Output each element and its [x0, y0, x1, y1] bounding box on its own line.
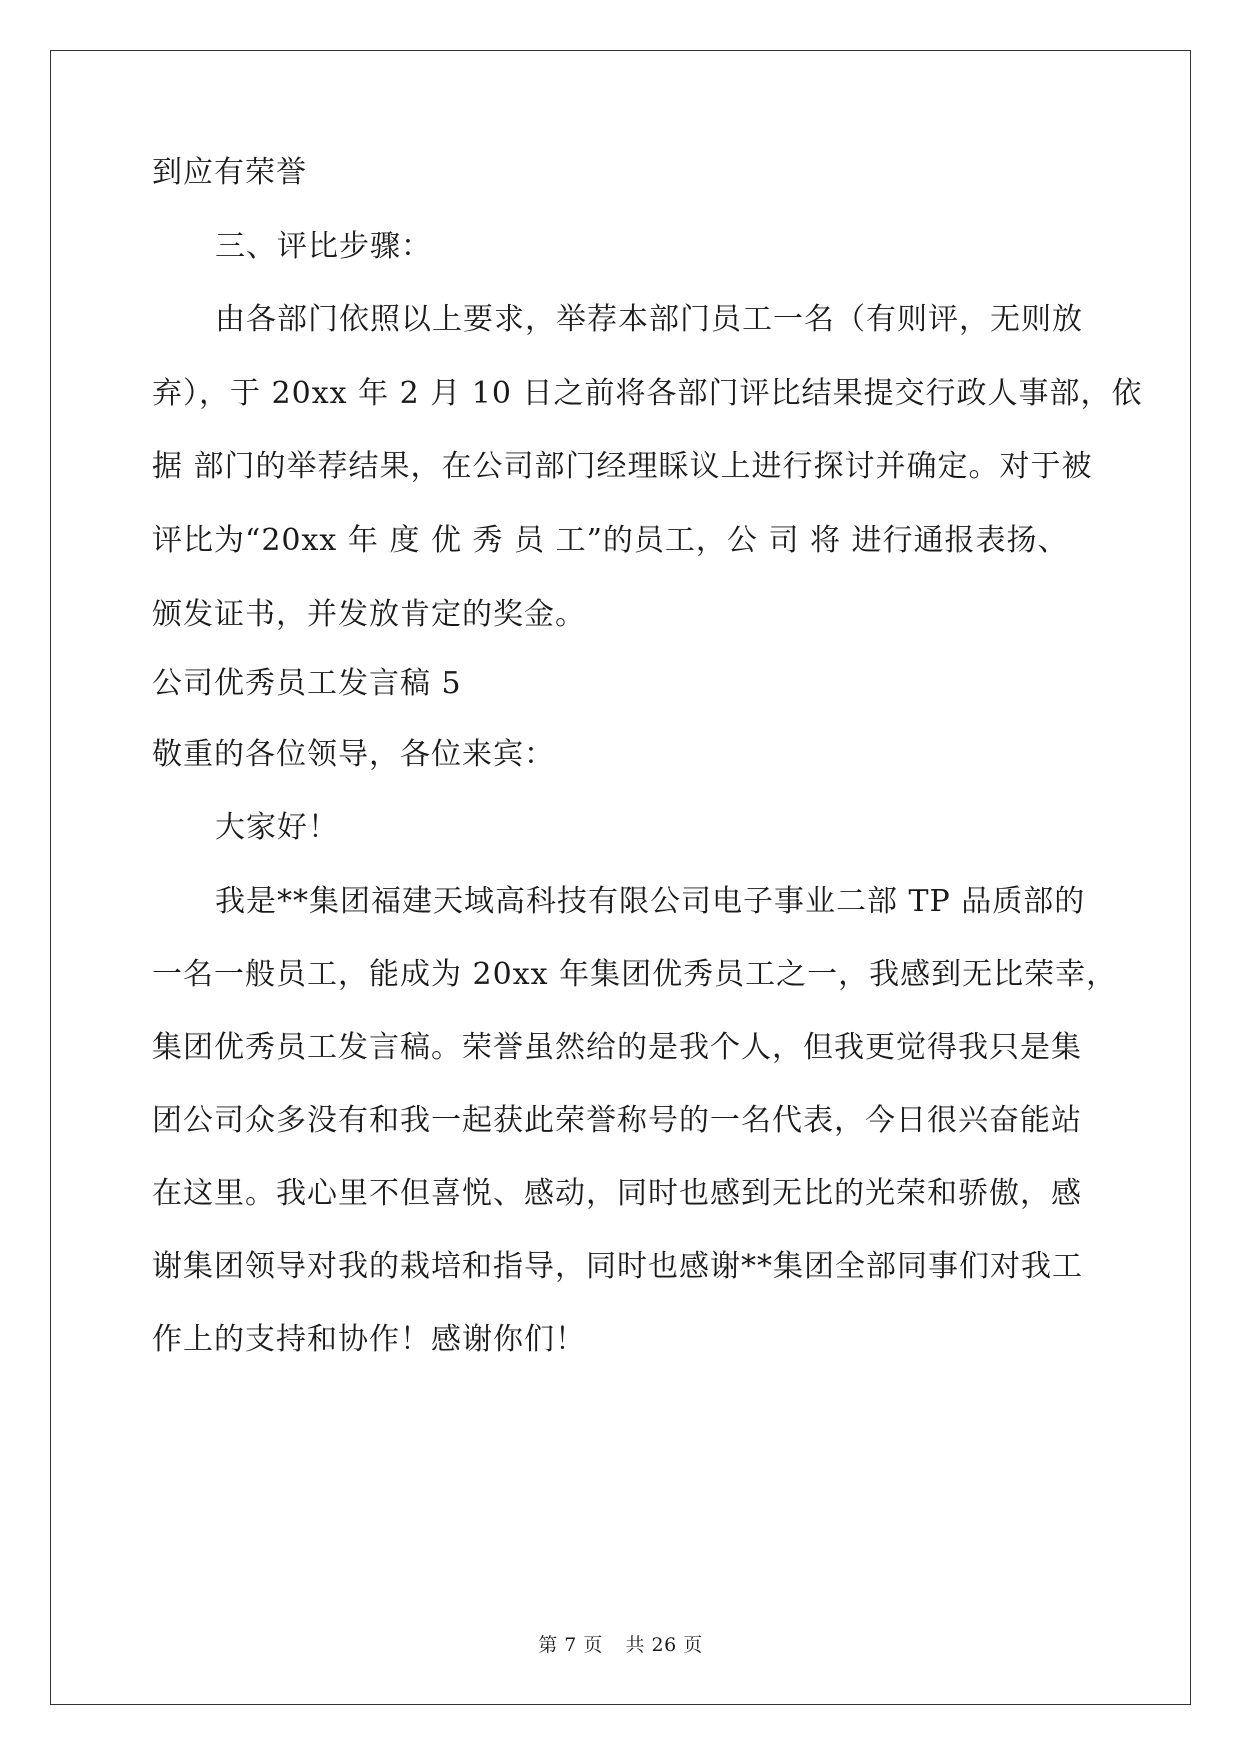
greeting: 大家好！ — [215, 810, 339, 845]
body-line: 据 部门的举荐结果，在公司部门经理睬议上进行探讨并确定。对于被 — [152, 449, 1093, 484]
speech-title: 公司优秀员工发言稿 5 — [152, 666, 462, 701]
section-heading: 三、评比步骤： — [215, 229, 432, 264]
body-line: 谢集团领导对我的栽培和指导，同时也感谢**集团全部同事们对我工 — [152, 1249, 1083, 1284]
body-line: 弃），于 20xx 年 2 月 10 日之前将各部门评比结果提交行政人事部，依 — [152, 376, 1143, 411]
body-line: 团公司众多没有和我一起获此荣誉称号的一名代表，今日很兴奋能站 — [152, 1103, 1082, 1138]
body-line: 在这里。我心里不但喜悦、感动，同时也感到无比的光荣和骄傲，感 — [152, 1176, 1082, 1211]
body-line: 到应有荣誉 — [152, 155, 307, 190]
page-footer — [0, 1633, 1241, 1657]
body-line: 集团优秀员工发言稿。荣誉虽然给的是我个人，但我更觉得我只是集 — [152, 1030, 1082, 1065]
body-line: 作上的支持和协作！感谢你们！ — [152, 1322, 586, 1357]
page-total: 共 26 页 — [625, 1634, 703, 1656]
body-line: 由各部门依照以上要求，举荐本部门员工一名（有则评，无则放 — [215, 302, 1083, 337]
body-line: 颁发证书，并发放肯定的奖金。 — [152, 597, 586, 632]
body-line: 评比为“20xx 年 度 优 秀 员 工”的员工，公 司 将 进行通报表扬、 — [152, 523, 1069, 558]
body-line: 一名一般员工，能成为 20xx 年集团优秀员工之一，我感到无比荣幸， — [152, 957, 1118, 992]
page-border — [50, 50, 1191, 1705]
page-number: 第 7 页 — [538, 1634, 603, 1656]
body-line: 我是**集团福建天域高科技有限公司电子事业二部 TP 品质部的 — [215, 884, 1086, 919]
salutation: 敬重的各位领导，各位来宾： — [152, 737, 555, 772]
